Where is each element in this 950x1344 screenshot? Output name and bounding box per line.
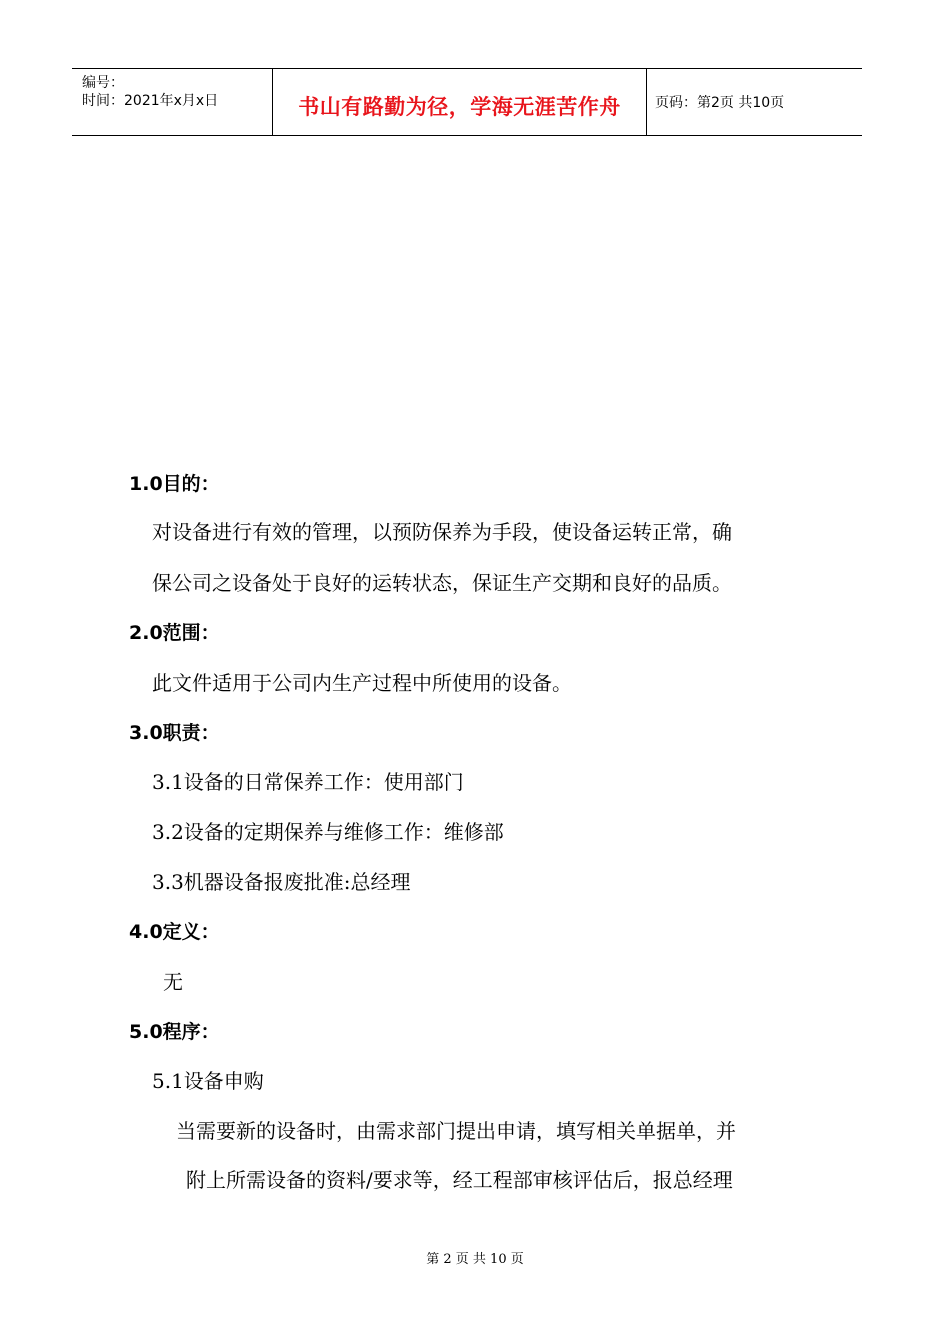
page-header [72,68,862,136]
section-5-paragraph-line: 当需要新的设备时，由需求部门提出申请，填写相关单据单，并 [176,1119,736,1143]
page-indicator: 页码：第2页 共10页 [655,95,785,111]
section-2-title: 2.0范围： [129,622,220,644]
header-page-cell [647,69,862,135]
document-time: 时间：2021年x月x日 [82,93,219,109]
section-4-paragraph: 无 [163,970,183,994]
section-1-paragraph-line: 对设备进行有效的管理，以预防保养为手段，使设备运转正常，确 [152,520,732,544]
page-footer: 第 2 页 共 10 页 [426,1252,524,1267]
section-3-item: 3.2设备的定期保养与维修工作：维修部 [152,820,504,844]
section-3-title: 3.0职责： [129,722,220,744]
section-2-paragraph: 此文件适用于公司内生产过程中所使用的设备。 [152,671,572,695]
header-motto-cell [272,69,647,135]
section-4-title: 4.0定义： [129,921,220,943]
header-meta-cell [72,69,272,135]
section-5-paragraph-line: 附上所需设备的资料/要求等，经工程部审核评估后，报总经理 [186,1168,733,1192]
section-1-title: 1.0目的： [129,473,220,495]
section-5-title: 5.0程序： [129,1021,220,1043]
section-3-item: 3.3机器设备报废批准:总经理 [152,870,411,894]
section-5-subtitle: 5.1设备申购 [152,1069,264,1093]
section-3-item: 3.1设备的日常保养工作：使用部门 [152,770,464,794]
document-number: 编号： [82,75,124,91]
header-motto: 书山有路勤为径，学海无涯苦作舟 [298,95,621,119]
section-1-paragraph-line: 保公司之设备处于良好的运转状态，保证生产交期和良好的品质。 [152,571,732,595]
